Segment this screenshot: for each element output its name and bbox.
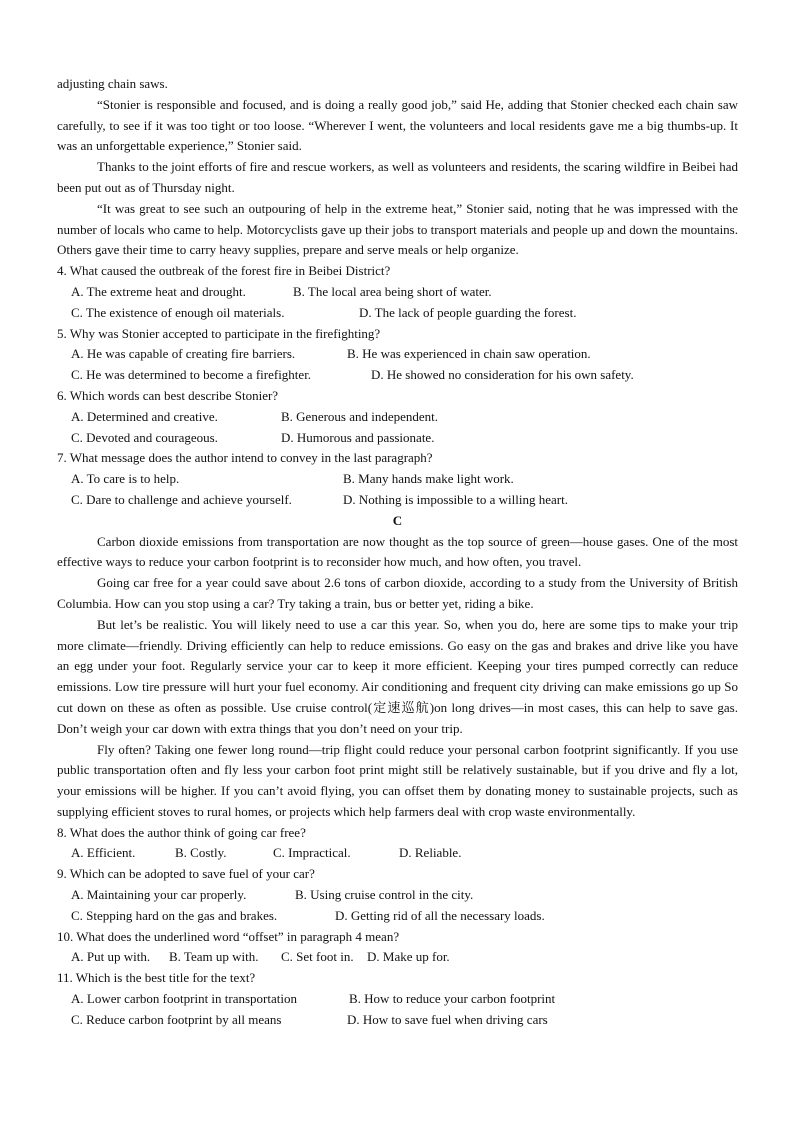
question-9: 9. Which can be adopted to save fuel of your car? (57, 866, 315, 882)
option-b: B. Team up with. (169, 949, 259, 965)
question-7: 7. What message does the author intend to convey in the last paragraph? (57, 450, 433, 466)
page-content (57, 74, 738, 1031)
option-b: B. The local area being short of water. (293, 283, 492, 299)
question-11-options-row1 (57, 989, 738, 1010)
option-d: D. Humorous and passionate. (281, 429, 435, 445)
question-10-options (57, 947, 738, 968)
option-b: B. Many hands make light work. (343, 471, 514, 487)
question-9-options-row2 (57, 906, 738, 927)
option-c: C. Set foot in. (281, 949, 354, 965)
passage-c-paragraph-2: Going car free for a year could save about 2.6 tons of carbon dioxide, according to a study from the University of British Columbia. How can you stop using a car? Try taking a train, bus or better yet, riding a bike. (57, 575, 738, 611)
option-a: A. The extreme heat and drought. (71, 283, 246, 299)
question-9-options-row1 (57, 885, 738, 906)
question-4-options-row2 (57, 303, 738, 324)
option-d: D. Nothing is impossible to a willing heart. (343, 491, 568, 507)
question-5-options-row1 (57, 344, 738, 365)
option-a: A. He was capable of creating fire barriers. (71, 346, 296, 362)
question-11-options-row2 (57, 1010, 738, 1031)
question-6-options-row2 (57, 428, 738, 449)
passage-b-paragraph: “Stonier is responsible and focused, and is doing a really good job,” said He, adding that Stonier checked each chain saw carefully, to see if it was too tight or too loose. “Wherever I went, the volunteers and local residents gave me a big thumbs-up. It was an unforgettable experience,” Stonier said. (57, 96, 738, 154)
question-6-options-row1 (57, 407, 738, 428)
option-d: D. Reliable. (399, 845, 462, 861)
option-b: B. Costly. (175, 845, 227, 861)
option-b: B. Generous and independent. (281, 408, 439, 424)
option-c: C. Devoted and courageous. (71, 429, 218, 445)
passage-c-paragraph-4: Fly often? Taking one fewer long round—trip flight could reduce your personal carbon footprint significantly. If you use public transportation often and fly less your carbon foot print might still be relatively sustainable, but if you drive and fly a lot, your emissions will be higher. If you can’t avoid flying, you can offset them by donating money to sustainable projects, such as supplying efficient stoves to rural homes, or projects which help farmers deal with crop waste environmentally. (57, 741, 738, 819)
question-5: 5. Why was Stonier accepted to participate in the firefighting? (57, 325, 381, 341)
passage-b-paragraph: adjusting chain saws. (57, 76, 168, 91)
question-7-options-row2 (57, 490, 738, 511)
option-d: D. He showed no consideration for his own safety. (371, 367, 634, 383)
question-4-options-row1 (57, 282, 738, 303)
option-b: B. How to reduce your carbon footprint (349, 991, 556, 1007)
section-c-heading: C (392, 512, 403, 528)
option-d: D. Getting rid of all the necessary loads. (335, 907, 545, 923)
option-c: C. Dare to challenge and achieve yourself. (71, 491, 292, 507)
question-4: 4. What caused the outbreak of the forest fire in Beibei District? (57, 263, 391, 279)
option-a: A. Maintaining your car properly. (71, 887, 247, 903)
passage-c-paragraph-3: But let’s be realistic. You will likely need to use a car this year. So, when you do, here are some tips to make your trip more climate—friendly. Driving efficiently can help to reduce emissions. Go easy on the gas and brakes and drive like you have an egg under your foot. Regularly service your car to keep it more efficient. Keeping your tires pumped correctly can reduce emissions. Low tire pressure will hurt your fuel economy. Air conditioning and frequent city driving can make emissions go up So cut down on these as often as possible. Use cruise control(定速巡航)on long drives—in most cases, this can help to save gas. Don’t weigh your car down with extra things that you don’t need on your trip. (57, 616, 738, 736)
option-b: B. Using cruise control in the city. (295, 887, 474, 903)
question-10: 10. What does the underlined word “offset” in paragraph 4 mean? (57, 928, 400, 944)
option-a: A. To care is to help. (71, 471, 180, 487)
option-a: A. Put up with. (71, 949, 151, 965)
option-d: D. Make up for. (367, 949, 450, 965)
option-a: A. Determined and creative. (71, 408, 218, 424)
question-11: 11. Which is the best title for the text? (57, 970, 256, 986)
option-c: C. He was determined to become a firefighter. (71, 367, 312, 383)
passage-c-paragraph-1: Carbon dioxide emissions from transportation are now thought as the top source of green—house gases. One of the most effective ways to reduce your carbon footprint is to reconsider how much, and how often, you travel. (57, 533, 738, 570)
option-b: B. He was experienced in chain saw operation. (347, 346, 591, 362)
option-a: A. Efficient. (71, 845, 136, 861)
question-7-options-row1 (57, 469, 738, 490)
option-a: A. Lower carbon footprint in transportation (71, 991, 297, 1007)
option-c: C. The existence of enough oil materials. (71, 304, 285, 320)
option-d: D. The lack of people guarding the forest. (359, 304, 577, 320)
passage-b-paragraph: “It was great to see such an outpouring of help in the extreme heat,” Stonier said, noting that he was impressed with the number of locals who came to help. Motorcyclists gave up their jobs to transport materials and people up and down the mountains. Others gave their time to carry heavy supplies, prepare and serve meals or help organize. (57, 200, 738, 258)
option-c: C. Impractical. (273, 845, 351, 861)
question-6: 6. Which words can best describe Stonier? (57, 387, 279, 403)
option-c: C. Reduce carbon footprint by all means (71, 1011, 282, 1027)
question-5-options-row2 (57, 365, 738, 386)
option-c: C. Stepping hard on the gas and brakes. (71, 907, 278, 923)
question-8-options (57, 843, 738, 864)
question-8: 8. What does the author think of going car free? (57, 824, 306, 840)
option-d: D. How to save fuel when driving cars (347, 1011, 548, 1027)
passage-b-paragraph: Thanks to the joint efforts of fire and rescue workers, as well as volunteers and residents, the scaring wildfire in Beibei had been put out as of Thursday night. (57, 159, 738, 195)
